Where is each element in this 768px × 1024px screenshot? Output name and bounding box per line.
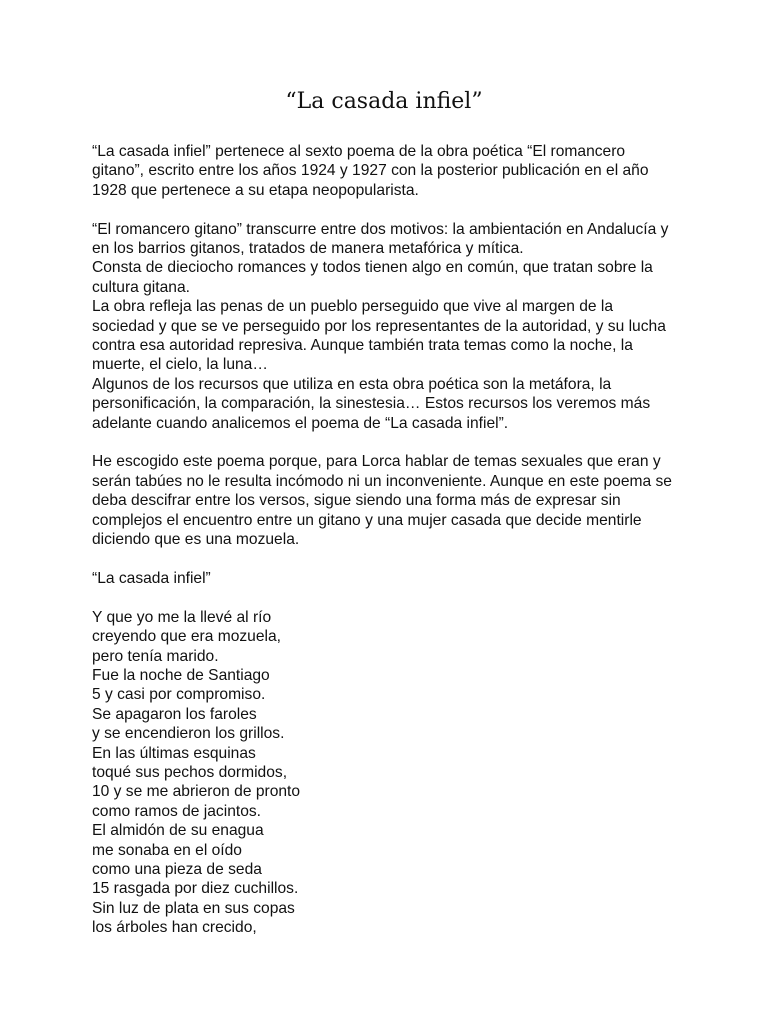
verse-line: los árboles han crecido, [92,919,257,937]
paragraph-line: 1928 que pertenece a su etapa neopopularista. [92,181,419,199]
paragraph-line: personificación, la comparación, la sinestesia… Estos recursos los veremos más [92,395,651,413]
document-title: “La casada infiel” [285,89,483,114]
paragraph-line: “El romancero gitano” transcurre entre dos motivos: la ambientación en Andalucía y [92,220,669,238]
paragraph-line: en los barrios gitanos, tratados de manera metafórica y mítica. [92,240,524,258]
paragraph-line: muerte, el cielo, la luna… [92,356,268,374]
verse-line: como una pieza de seda [92,860,262,878]
intro-paragraphs [92,142,692,550]
verse-line: y se encendieron los grillos. [92,725,285,743]
verse-line: Sin luz de plata en sus copas [92,899,295,917]
paragraph-line: adelante cuando analicemos el poema de “La casada infiel”. [92,414,509,432]
paragraph-line: He escogido este poema porque, para Lorca hablar de temas sexuales que eran y [92,453,661,471]
verse-line: Y que yo me la llevé al río [92,608,272,626]
verse-line: pero tenía marido. [92,647,219,665]
paragraph-line: complejos el encuentro entre un gitano y una mujer casada que decide mentirle [92,511,642,529]
paragraph-line: gitano”, escrito entre los años 1924 y 1927 con la posterior publicación en el año [92,162,649,180]
verse-line: 5 y casi por compromiso. [92,686,266,704]
paragraph-line: deba descifrar entre los versos, sigue siendo una forma más de expresar sin [92,492,621,510]
poem-title: “La casada infiel” [92,569,211,587]
verse-line: Fue la noche de Santiago [92,666,270,684]
paragraph-line: serán tabúes no le resulta incómodo ni un inconveniente. Aunque en este poema se [92,472,672,490]
verse-line: El almidón de su enagua [92,822,264,840]
paragraph-line: diciendo que es una mozuela. [92,531,300,549]
poem-verses [92,608,692,938]
verse-line: En las últimas esquinas [92,744,256,762]
paragraph-line: La obra refleja las penas de un pueblo perseguido que vive al margen de la [92,298,614,316]
verse-line: toqué sus pechos dormidos, [92,763,288,781]
verse-line: 10 y se me abrieron de pronto [92,783,301,801]
verse-line: creyendo que era mozuela, [92,628,281,646]
verse-line: como ramos de jacintos. [92,802,262,820]
paragraph [92,220,692,433]
verse-line: me sonaba en el oído [92,841,242,859]
paragraph-line: sociedad y que se ve perseguido por los representantes de la autoridad, y su lucha [92,317,666,335]
paragraph-line: contra esa autoridad represiva. Aunque también trata temas como la noche, la [92,337,633,355]
verse-line: 15 rasgada por diez cuchillos. [92,880,299,898]
paragraph-line: “La casada infiel” pertenece al sexto poema de la obra poética “El romancero [92,143,626,160]
paragraph-line: cultura gitana. [92,278,190,296]
paragraph-line: Algunos de los recursos que utiliza en esta obra poética son la metáfora, la [92,375,612,393]
paragraph [92,142,692,200]
document-body [92,142,692,938]
paragraph [92,452,692,549]
paragraph-line: Consta de dieciocho romances y todos tienen algo en común, que tratan sobre la [92,259,653,277]
verse-line: Se apagaron los faroles [92,705,257,723]
